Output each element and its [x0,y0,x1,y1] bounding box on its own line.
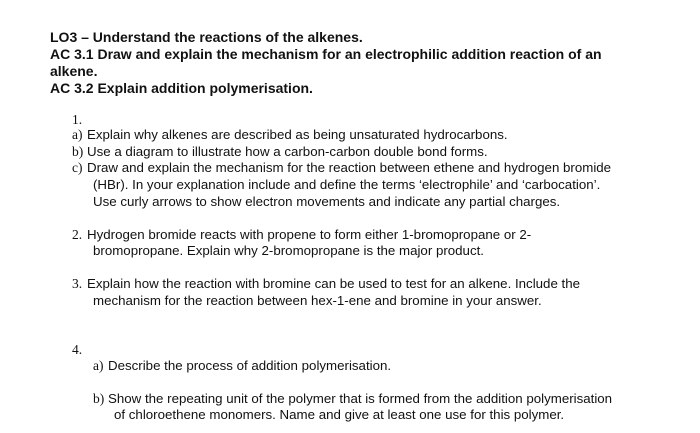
question-3-number: 3. [72,276,83,291]
question-1c-line3: Use curly arrows to show electron movements and indicate any partial charges. [93,194,561,209]
question-1c-marker: c) [72,160,83,175]
question-1b-marker: b) [72,144,84,159]
question-1a-marker: a) [72,127,83,142]
question-4a-marker: a) [93,358,104,373]
question-4b-line1: Show the repeating unit of the polymer that is formed from the addition polymerisation [108,391,613,406]
question-2-number: 2. [72,227,83,242]
question-1b-text: Use a diagram to illustrate how a carbon-carbon double bond forms. [87,144,488,159]
assessment-criterion-3-2: AC 3.2 Explain addition polymerisation. [50,80,313,96]
question-2-line1: Hydrogen bromide reacts with propene to form either 1-bromopropane or 2- [87,227,532,242]
question-4a-text: Describe the process of addition polymerisation. [108,358,392,373]
question-1a-text: Explain why alkenes are described as being unsaturated hydrocarbons. [87,127,508,142]
question-4-number: 4. [72,342,83,357]
question-2-line2: bromopropane. Explain why 2-bromopropane is the major product. [93,243,484,258]
learning-outcome-title: LO3 – Understand the reactions of the alkenes. [50,29,363,45]
question-4b-marker: b) [93,391,105,406]
assessment-criterion-3-1: AC 3.1 Draw and explain the mechanism for an electrophilic addition reaction of an [50,46,602,62]
question-1c-line2: (HBr). In your explanation include and define the terms ‘electrophile’ and ‘carbocation’. [93,177,601,192]
question-1-number: 1. [72,112,83,127]
question-3-line1: Explain how the reaction with bromine can be used to test for an alkene. Include the [87,276,581,291]
question-3-line2: mechanism for the reaction between hex-1-ene and bromine in your answer. [93,293,542,308]
question-1c-line1: Draw and explain the mechanism for the reaction between ethene and hydrogen bromide [87,160,612,175]
assessment-criterion-3-1-cont: alkene. [50,63,98,79]
question-4b-line2: of chloroethene monomers. Name and give at least one use for this polymer. [114,407,565,422]
